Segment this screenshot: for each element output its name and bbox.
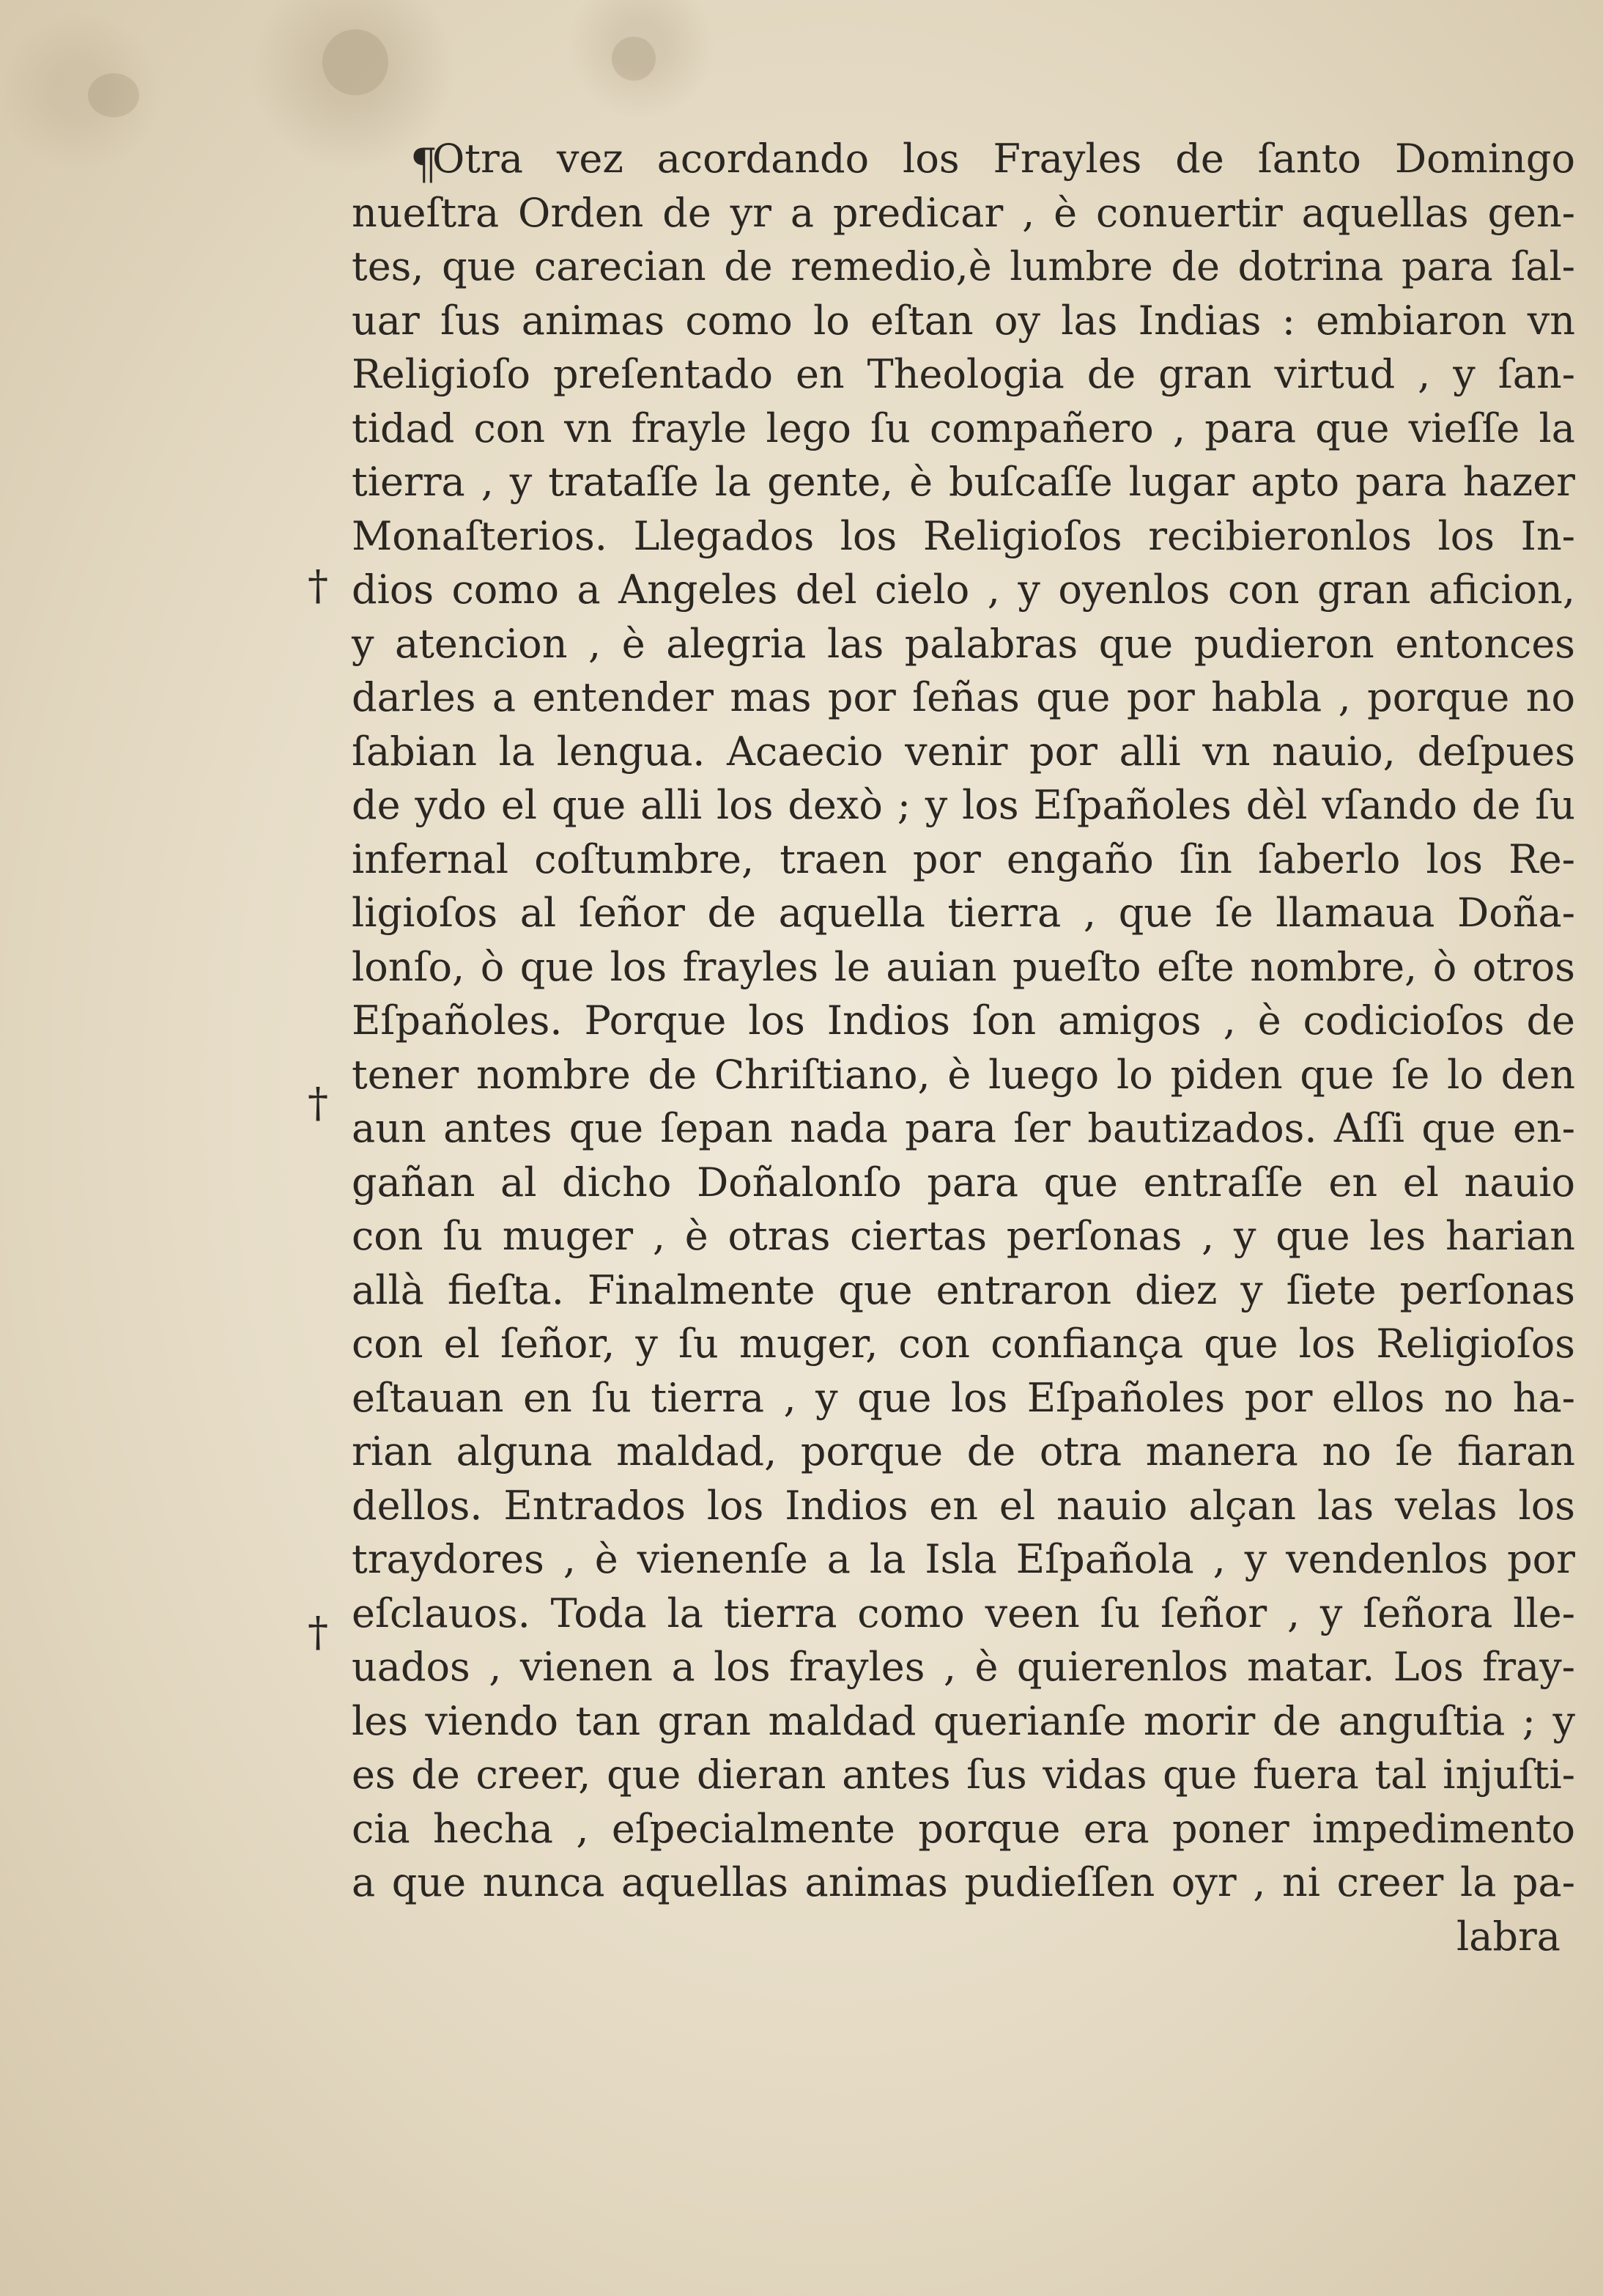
text-line: Religioſo preſentado en Theologia de gran virtud , y ſan- xyxy=(352,351,1575,397)
paragraph-mark: ¶ xyxy=(410,139,437,189)
margin-dagger: † xyxy=(308,1609,328,1656)
text-line: a que nunca aquellas animas pudieſſen oyr , ni creer la pa- xyxy=(352,1859,1575,1905)
text-line: dios como a Angeles del cielo , y oyenlos con gran aficion, xyxy=(352,566,1575,613)
text-line: de ydo el que alli los dexò ; y los Eſpañoles dèl vſando de ſu xyxy=(352,782,1575,828)
text-line: con ſu muger , è otras ciertas perſonas , y que les harian xyxy=(352,1213,1575,1259)
text-line: ſabian la lengua. Acaecio venir por alli vn nauio, deſpues xyxy=(352,728,1575,775)
text-line: eſtauan en ſu tierra , y que los Eſpañoles por ellos no ha- xyxy=(352,1374,1575,1421)
text-line: tener nombre de Chriſtiano, è luego lo piden que ſe lo den xyxy=(352,1051,1575,1098)
text-line: uar ſus animas como lo eſtan oy las Indias : embiaron vn xyxy=(352,297,1575,344)
text-line: tidad con vn frayle lego ſu compañero , para que vieſſe la xyxy=(352,405,1575,451)
ink-stain xyxy=(322,29,388,95)
text-line: traydores , è vienenſe a la Isla Eſpañola , y vendenlos por xyxy=(352,1536,1575,1582)
text-line: tes, que carecian de remedio,è lumbre de dotrina para ſal- xyxy=(352,243,1575,289)
text-line: Monaſterios. Llegados los Religioſos recibieronlos los In- xyxy=(352,512,1575,559)
text-line: dellos. Entrados los Indios en el nauio alçan las velas los xyxy=(352,1482,1575,1529)
text-line: gañan al dicho Doñalonſo para que entraſſe en el nauio xyxy=(352,1159,1575,1206)
margin-dagger: † xyxy=(308,1079,328,1127)
text-line: tierra , y trataſſe la gente, è buſcaſſe lugar apto para hazer xyxy=(352,459,1575,505)
text-line: es de creer, que dieran antes ſus vidas que fuera tal injuſti- xyxy=(352,1751,1575,1798)
ink-stain xyxy=(88,73,139,117)
ink-stain xyxy=(612,37,656,81)
text-line: lonſo, ò que los frayles le auian pueſto eſte nombre, ò otros xyxy=(352,943,1575,990)
text-line: ligioſos al ſeñor de aquella tierra , que ſe llamaua Doña- xyxy=(352,890,1575,936)
text-line: les viendo tan gran maldad querianſe morir de anguſtia ; y xyxy=(352,1697,1575,1744)
margin-dagger: † xyxy=(308,562,328,610)
catchword: labra xyxy=(1456,1913,1561,1960)
text-line: infernal coſtumbre, traen por engaño ſin ſaberlo los Re- xyxy=(352,835,1575,882)
text-line: rian alguna maldad, porque de otra manera no ſe fiaran xyxy=(352,1428,1575,1474)
text-line: aun antes que ſepan nada para ſer bautizados. Aſſi que en- xyxy=(352,1105,1575,1151)
text-line: cia hecha , eſpecialmente porque era poner impedimento xyxy=(352,1805,1575,1852)
text-line: eſclauos. Toda la tierra como veen ſu ſeñor , y ſeñora lle- xyxy=(352,1590,1575,1636)
text-line: con el ſeñor, y ſu muger, con confiança que los Religioſos xyxy=(352,1321,1575,1367)
text-line: y atencion , è alegria las palabras que pudieron entonces xyxy=(352,620,1575,667)
text-line: uados , vienen a los frayles , è quierenlos matar. Los fray- xyxy=(352,1644,1575,1690)
text-line: allà fieſta. Finalmente que entraron diez y ſiete perſonas xyxy=(352,1266,1575,1313)
text-line: Otra vez acordando los Frayles de ſanto Domingo xyxy=(432,136,1575,182)
text-line: Eſpañoles. Porque los Indios ſon amigos , è codicioſos de xyxy=(352,997,1575,1044)
text-line: darles a entender mas por ſeñas que por habla , porque no xyxy=(352,674,1575,720)
text-line: nueſtra Orden de yr a predicar , è conuertir aquellas gen- xyxy=(352,189,1575,236)
body-text xyxy=(352,132,1575,1963)
